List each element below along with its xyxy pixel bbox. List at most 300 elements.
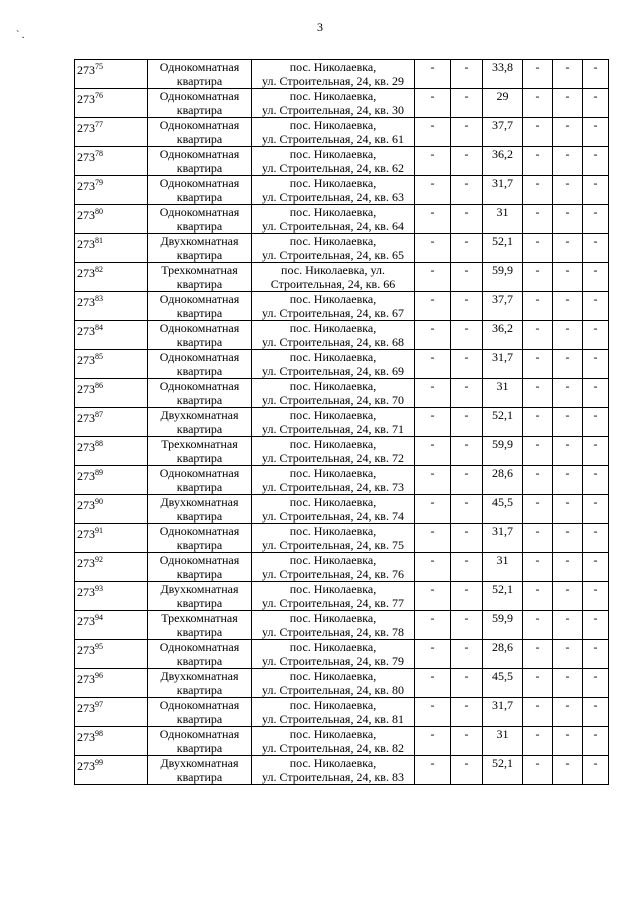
area-cell: 52,1 [483,234,523,263]
address-cell [252,495,415,524]
address-line-1: пос. Николаевка, [289,495,377,509]
col-9-cell: - [583,698,609,727]
table-row [75,611,609,640]
row-number-cell [75,466,148,495]
object-type-cell: Двухкомнатная квартира [148,756,252,785]
col-5-cell: - [451,321,483,350]
col-4-cell: - [415,582,451,611]
row-number-cell [75,379,148,408]
area-cell: 29 [483,89,523,118]
row-number-superscript: 98 [95,729,103,738]
address-cell [252,234,415,263]
row-number-cell [75,727,148,756]
col-7-cell: - [523,292,553,321]
col-5-cell: - [451,176,483,205]
col-8-cell: - [553,466,583,495]
row-number-cell [75,118,148,147]
row-number-superscript: 90 [95,497,103,506]
col-7-cell: - [523,669,553,698]
object-type-cell: Однокомнатная квартира [148,698,252,727]
col-7-cell: - [523,147,553,176]
col-7-cell: - [523,466,553,495]
address-cell [252,292,415,321]
address-cell [252,118,415,147]
area-cell: 45,5 [483,669,523,698]
area-cell: 59,9 [483,263,523,292]
object-type-cell: Однокомнатная квартира [148,205,252,234]
area-cell: 28,6 [483,466,523,495]
col-7-cell: - [523,263,553,292]
row-number-cell [75,437,148,466]
col-7-cell: - [523,118,553,147]
col-4-cell: - [415,263,451,292]
row-number: 273 [77,353,95,367]
row-number-cell [75,350,148,379]
row-number: 273 [77,208,95,222]
address-line-2: ул. Строительная, 24, кв. 81 [262,712,404,726]
col-4-cell: - [415,698,451,727]
object-type-cell: Однокомнатная квартира [148,60,252,89]
row-number: 273 [77,614,95,628]
col-4-cell: - [415,495,451,524]
col-7-cell: - [523,611,553,640]
area-cell: 37,7 [483,118,523,147]
col-4-cell: - [415,321,451,350]
address-line-2: ул. Строительная, 24, кв. 76 [262,567,404,581]
col-7-cell: - [523,176,553,205]
row-number-superscript: 84 [95,323,103,332]
object-type-cell: Однокомнатная квартира [148,524,252,553]
col-4-cell: - [415,669,451,698]
address-line-1: пос. Николаевка, [289,118,377,132]
address-line-2: ул. Строительная, 24, кв. 78 [262,625,404,639]
col-8-cell: - [553,60,583,89]
address-cell [252,321,415,350]
address-cell [252,669,415,698]
col-9-cell: - [583,292,609,321]
address-line-1: пос. Николаевка, [289,350,377,364]
col-8-cell: - [553,292,583,321]
col-8-cell: - [553,263,583,292]
col-9-cell: - [583,640,609,669]
col-5-cell: - [451,437,483,466]
col-8-cell: - [553,321,583,350]
address-line-1: пос. Николаевка, [289,582,377,596]
col-5-cell: - [451,611,483,640]
area-cell: 31,7 [483,524,523,553]
col-7-cell: - [523,727,553,756]
col-9-cell: - [583,89,609,118]
address-line-2: ул. Строительная, 24, кв. 72 [262,451,404,465]
area-cell: 28,6 [483,640,523,669]
address-cell [252,350,415,379]
table-row [75,89,609,118]
area-cell: 45,5 [483,495,523,524]
row-number-cell [75,292,148,321]
row-number-cell [75,205,148,234]
address-cell [252,640,415,669]
row-number: 273 [77,759,95,773]
col-9-cell: - [583,379,609,408]
object-type-cell: Однокомнатная квартира [148,89,252,118]
col-8-cell: - [553,205,583,234]
row-number-superscript: 97 [95,700,103,709]
address-line-2: ул. Строительная, 24, кв. 71 [262,422,404,436]
table-row [75,727,609,756]
row-number: 273 [77,266,95,280]
row-number-superscript: 88 [95,439,103,448]
col-5-cell: - [451,495,483,524]
row-number-cell [75,321,148,350]
table-row [75,350,609,379]
address-line-2: ул. Строительная, 24, кв. 69 [262,364,404,378]
table-row [75,437,609,466]
col-9-cell: - [583,582,609,611]
row-number-superscript: 78 [95,149,103,158]
col-7-cell: - [523,553,553,582]
area-cell: 37,7 [483,292,523,321]
col-5-cell: - [451,669,483,698]
address-cell [252,89,415,118]
address-line-2: ул. Строительная, 24, кв. 83 [262,770,404,784]
area-cell: 36,2 [483,147,523,176]
row-number-cell [75,234,148,263]
col-4-cell: - [415,466,451,495]
col-7-cell: - [523,495,553,524]
object-type-cell: Двухкомнатная квартира [148,408,252,437]
address-line-1: пос. Николаевка, [289,205,377,219]
address-line-1: пос. Николаевка, [289,669,377,683]
col-7-cell: - [523,408,553,437]
address-line-2: ул. Строительная, 24, кв. 77 [262,596,404,610]
address-cell [252,437,415,466]
address-line-1: пос. Николаевка, [289,408,377,422]
address-cell [252,263,415,292]
row-number: 273 [77,382,95,396]
col-8-cell: - [553,176,583,205]
col-9-cell: - [583,727,609,756]
address-line-2: ул. Строительная, 24, кв. 75 [262,538,404,552]
row-number: 273 [77,121,95,135]
row-number-superscript: 76 [95,91,103,100]
col-9-cell: - [583,553,609,582]
col-9-cell: - [583,408,609,437]
address-line-1: пос. Николаевка, [289,437,377,451]
col-4-cell: - [415,611,451,640]
address-line-1: пос. Николаевка, [289,234,377,248]
col-8-cell: - [553,234,583,263]
row-number-cell [75,669,148,698]
object-type-cell: Двухкомнатная квартира [148,669,252,698]
object-type-cell: Однокомнатная квартира [148,292,252,321]
col-4-cell: - [415,60,451,89]
address-line-1: пос. Николаевка, [289,611,377,625]
col-4-cell: - [415,147,451,176]
address-cell [252,698,415,727]
row-number: 273 [77,643,95,657]
row-number: 273 [77,672,95,686]
col-8-cell: - [553,147,583,176]
address-cell [252,176,415,205]
col-9-cell: - [583,234,609,263]
address-line-1: пос. Николаевка, [289,89,377,103]
col-4-cell: - [415,234,451,263]
col-7-cell: - [523,379,553,408]
table-row [75,553,609,582]
row-number-superscript: 96 [95,671,103,680]
apartment-registry-table [74,59,609,785]
col-4-cell: - [415,379,451,408]
area-cell: 52,1 [483,756,523,785]
row-number: 273 [77,92,95,106]
row-number: 273 [77,411,95,425]
row-number: 273 [77,701,95,715]
col-5-cell: - [451,89,483,118]
table-row [75,524,609,553]
col-8-cell: - [553,89,583,118]
col-9-cell: - [583,669,609,698]
col-5-cell: - [451,553,483,582]
object-type-cell: Однокомнатная квартира [148,727,252,756]
col-9-cell: - [583,611,609,640]
table-row [75,756,609,785]
col-7-cell: - [523,205,553,234]
col-8-cell: - [553,524,583,553]
row-number: 273 [77,730,95,744]
address-line-1: пос. Николаевка, [289,727,377,741]
area-cell: 31,7 [483,176,523,205]
table-row [75,466,609,495]
col-9-cell: - [583,118,609,147]
table-row [75,669,609,698]
col-9-cell: - [583,756,609,785]
area-cell: 33,8 [483,60,523,89]
row-number-cell [75,553,148,582]
col-5-cell: - [451,147,483,176]
row-number-cell [75,698,148,727]
col-7-cell: - [523,321,553,350]
address-cell [252,611,415,640]
col-4-cell: - [415,437,451,466]
address-line-1: пос. Николаевка, [289,553,377,567]
col-7-cell: - [523,89,553,118]
col-8-cell: - [553,698,583,727]
col-7-cell: - [523,582,553,611]
table-row [75,234,609,263]
row-number-superscript: 99 [95,758,103,767]
row-number-superscript: 87 [95,410,103,419]
object-type-cell: Однокомнатная квартира [148,379,252,408]
address-line-2: Строительная, 24, кв. 66 [270,277,396,291]
object-type-cell: Однокомнатная квартира [148,350,252,379]
col-7-cell: - [523,437,553,466]
col-5-cell: - [451,263,483,292]
row-number-cell [75,408,148,437]
row-number: 273 [77,179,95,193]
table-row [75,640,609,669]
row-number: 273 [77,498,95,512]
row-number: 273 [77,585,95,599]
area-cell: 31,7 [483,698,523,727]
col-8-cell: - [553,756,583,785]
object-type-cell: Однокомнатная квартира [148,321,252,350]
area-cell: 59,9 [483,437,523,466]
row-number-superscript: 94 [95,613,103,622]
object-type-cell: Однокомнатная квартира [148,118,252,147]
address-line-1: пос. Николаевка, [289,147,377,161]
table-row [75,205,609,234]
row-number-cell [75,495,148,524]
col-9-cell: - [583,321,609,350]
object-type-cell: Однокомнатная квартира [148,553,252,582]
row-number-cell [75,176,148,205]
col-7-cell: - [523,350,553,379]
col-8-cell: - [553,582,583,611]
col-8-cell: - [553,408,583,437]
object-type-cell: Двухкомнатная квартира [148,495,252,524]
object-type-cell: Двухкомнатная квартира [148,582,252,611]
area-cell: 31 [483,205,523,234]
address-line-2: ул. Строительная, 24, кв. 64 [262,219,404,233]
address-cell [252,582,415,611]
col-5-cell: - [451,60,483,89]
row-number-superscript: 89 [95,468,103,477]
col-4-cell: - [415,176,451,205]
address-line-2: ул. Строительная, 24, кв. 62 [262,161,404,175]
col-7-cell: - [523,524,553,553]
table-row [75,292,609,321]
row-number: 273 [77,150,95,164]
col-9-cell: - [583,437,609,466]
col-8-cell: - [553,640,583,669]
table-row [75,379,609,408]
area-cell: 31 [483,553,523,582]
object-type-cell: Однокомнатная квартира [148,466,252,495]
col-5-cell: - [451,698,483,727]
table-row [75,582,609,611]
col-5-cell: - [451,118,483,147]
table-row [75,321,609,350]
row-number: 273 [77,295,95,309]
table-row [75,408,609,437]
col-9-cell: - [583,176,609,205]
address-cell [252,379,415,408]
object-type-cell: Однокомнатная квартира [148,176,252,205]
row-number-cell [75,60,148,89]
address-line-2: ул. Строительная, 24, кв. 70 [262,393,404,407]
address-line-2: ул. Строительная, 24, кв. 67 [262,306,404,320]
address-line-1: пос. Николаевка, [289,60,377,74]
object-type-cell: Однокомнатная квартира [148,147,252,176]
row-number-cell [75,524,148,553]
table-row [75,263,609,292]
row-number-cell [75,640,148,669]
address-line-2: ул. Строительная, 24, кв. 82 [262,741,404,755]
col-8-cell: - [553,495,583,524]
table-body [75,60,609,785]
address-line-2: ул. Строительная, 24, кв. 61 [262,132,404,146]
row-number-superscript: 81 [95,236,103,245]
col-4-cell: - [415,756,451,785]
row-number-superscript: 91 [95,526,103,535]
col-8-cell: - [553,611,583,640]
address-cell [252,60,415,89]
row-number: 273 [77,324,95,338]
col-9-cell: - [583,350,609,379]
col-8-cell: - [553,379,583,408]
row-number-superscript: 75 [95,62,103,71]
address-line-2: ул. Строительная, 24, кв. 73 [262,480,404,494]
table-row [75,698,609,727]
row-number: 273 [77,527,95,541]
col-4-cell: - [415,292,451,321]
address-cell [252,524,415,553]
address-cell [252,205,415,234]
address-cell [252,727,415,756]
row-number: 273 [77,237,95,251]
col-4-cell: - [415,408,451,437]
area-cell: 52,1 [483,582,523,611]
row-number-cell [75,611,148,640]
col-9-cell: - [583,466,609,495]
address-line-1: пос. Николаевка, [289,640,377,654]
address-cell [252,466,415,495]
area-cell: 52,1 [483,408,523,437]
row-number-superscript: 79 [95,178,103,187]
row-number-cell [75,263,148,292]
address-line-1: пос. Николаевка, [289,756,377,770]
col-5-cell: - [451,466,483,495]
col-8-cell: - [553,118,583,147]
row-number: 273 [77,63,95,77]
address-line-2: ул. Строительная, 24, кв. 63 [262,190,404,204]
area-cell: 31,7 [483,350,523,379]
row-number: 273 [77,469,95,483]
object-type-cell: Трехкомнатная квартира [148,437,252,466]
row-number-superscript: 86 [95,381,103,390]
col-5-cell: - [451,350,483,379]
row-number-superscript: 83 [95,294,103,303]
col-5-cell: - [451,205,483,234]
col-8-cell: - [553,669,583,698]
col-5-cell: - [451,640,483,669]
address-line-2: ул. Строительная, 24, кв. 74 [262,509,404,523]
col-4-cell: - [415,640,451,669]
col-9-cell: - [583,60,609,89]
row-number-superscript: 93 [95,584,103,593]
col-5-cell: - [451,756,483,785]
row-number-superscript: 82 [95,265,103,274]
table-row [75,60,609,89]
address-line-2: ул. Строительная, 24, кв. 79 [262,654,404,668]
col-4-cell: - [415,553,451,582]
row-number: 273 [77,556,95,570]
address-cell [252,756,415,785]
col-5-cell: - [451,582,483,611]
address-line-2: ул. Строительная, 24, кв. 29 [262,74,404,88]
scan-specks: ` . [16,30,25,41]
page-number: 3 [317,20,323,34]
col-9-cell: - [583,263,609,292]
address-line-2: ул. Строительная, 24, кв. 68 [262,335,404,349]
col-4-cell: - [415,727,451,756]
object-type-cell: Трехкомнатная квартира [148,263,252,292]
object-type-cell: Двухкомнатная квартира [148,234,252,263]
row-number-superscript: 77 [95,120,103,129]
address-line-2: ул. Строительная, 24, кв. 65 [262,248,404,262]
row-number-cell [75,147,148,176]
table-row [75,176,609,205]
